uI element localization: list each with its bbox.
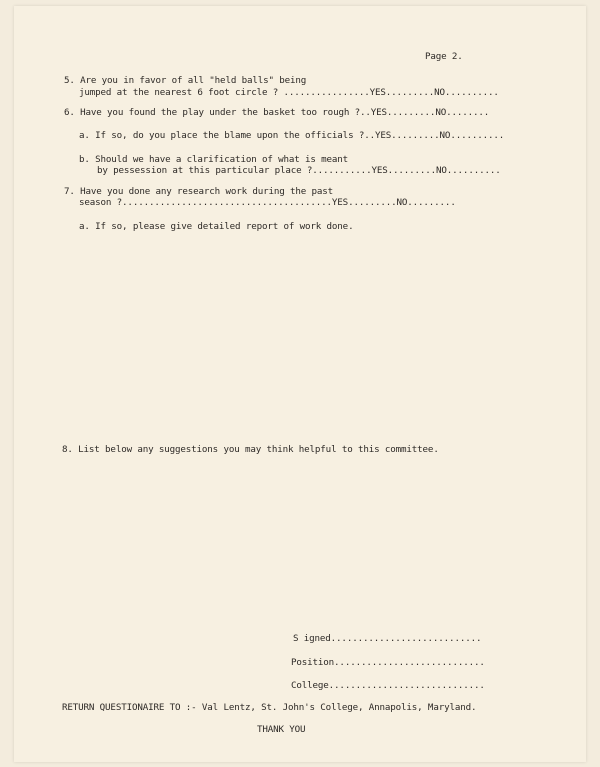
question-7a: a. If so, please give detailed report of work done.: [79, 221, 354, 232]
thank-you: THANK YOU: [257, 724, 306, 735]
return-instruction: RETURN QUESTIONAIRE TO :- Val Lentz, St. John's College, Annapolis, Maryland.: [62, 702, 477, 713]
question-6a: a. If so, do you place the blame upon the officials ?..YES.........NO..........: [79, 130, 505, 141]
question-6b-line-1: b. Should we have a clarification of what is meant: [79, 154, 349, 165]
position-line: Position............................: [291, 657, 485, 668]
document-page: [14, 6, 586, 762]
college-line: College.............................: [291, 680, 485, 691]
signed-line: S igned............................: [293, 633, 482, 644]
question-7-line-2: season ?.......................................YES.........NO.........: [79, 197, 456, 208]
question-5-line-2: jumped at the nearest 6 foot circle ? ................YES.........NO..........: [79, 87, 499, 98]
question-6-line-1: 6. Have you found the play under the basket too rough ?..YES.........NO........: [64, 107, 490, 118]
page-number: Page 2.: [425, 51, 463, 62]
question-7-line-1: 7. Have you done any research work during the past: [64, 186, 334, 197]
question-8: 8. List below any suggestions you may think helpful to this committee.: [62, 444, 439, 455]
question-5-line-1: 5. Are you in favor of all "held balls" being: [64, 75, 307, 86]
question-6b-line-2: by pessession at this particular place ?...........YES.........NO..........: [97, 165, 501, 176]
